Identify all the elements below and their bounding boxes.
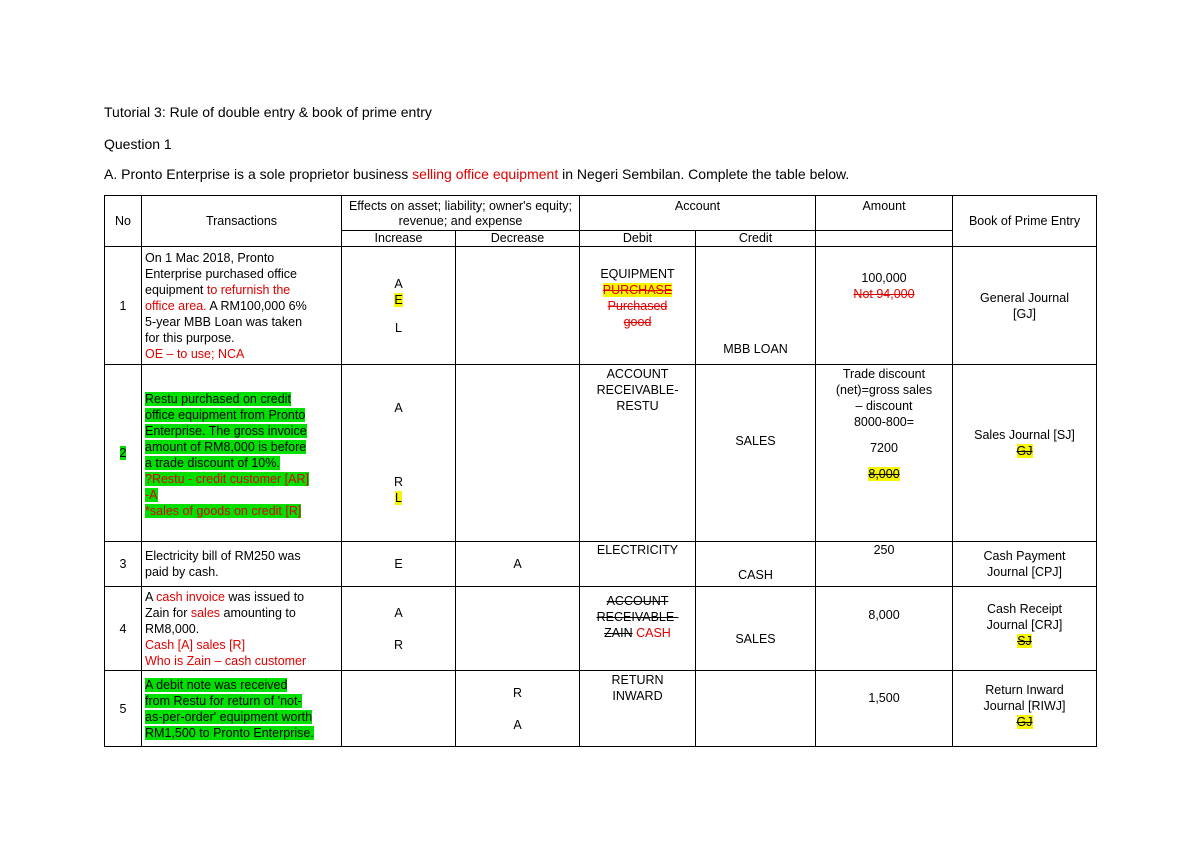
increase-value: R (393, 637, 404, 652)
decrease-cell (456, 365, 580, 542)
book-entry: General Journal (980, 290, 1069, 305)
row-number: 4 (105, 587, 142, 671)
table-row (105, 365, 1097, 542)
transaction-line: Restu purchased on credit (145, 392, 291, 406)
amount-cell (816, 247, 953, 365)
question-label: Question 1 (104, 136, 172, 152)
transaction-line (145, 605, 338, 621)
amount-note: Trade discount (842, 367, 926, 381)
transaction-note: sales (190, 605, 221, 620)
debit-cell (580, 247, 696, 365)
transaction-line: A debit note was received (145, 677, 288, 692)
increase-value: E (394, 292, 403, 307)
transaction-note: ?Restu - credit customer [AR] (145, 472, 309, 486)
transaction-text: A (145, 589, 157, 604)
credit-cell (696, 247, 816, 365)
book-entry: Return Inward (985, 682, 1064, 697)
book-entry: Journal [CRJ] (986, 617, 1063, 632)
transaction-text: Zain for (145, 605, 191, 620)
instruction-suffix: in Negeri Sembilan. Complete the table below. (558, 166, 850, 182)
transaction-note: to refurnish the (206, 282, 291, 297)
credit-cell: CASH (696, 542, 816, 587)
header-row (105, 196, 1097, 231)
amount-cell: 250 (816, 542, 953, 587)
row-number: 3 (105, 542, 142, 587)
book-cell (953, 542, 1097, 587)
book-struck: GJ (1016, 444, 1033, 458)
increase-value: A (394, 605, 403, 620)
transaction-note: -A (145, 488, 158, 502)
debit-account: RECEIVABLE- (596, 383, 679, 397)
header-account: Account (580, 196, 816, 231)
header-decrease: Decrease (456, 231, 580, 247)
amount-note: – discount (855, 399, 913, 413)
increase-value: A (394, 276, 403, 291)
page-title: Tutorial 3: Rule of double entry & book of prime entry (104, 104, 432, 120)
transaction-note: *sales of goods on credit [R] (145, 504, 302, 518)
amount-note: 8000-800= (853, 415, 915, 429)
instruction-highlight: selling office equipment (412, 166, 559, 182)
header-amount-blank (816, 231, 953, 247)
transaction-note: office area. (145, 298, 207, 313)
row-number: 1 (105, 247, 142, 365)
credit-cell: SALES (696, 587, 816, 671)
transaction-cell (142, 587, 342, 671)
debit-account: RETURN (611, 673, 664, 687)
increase-value: R (393, 475, 404, 489)
amount-cell: 1,500 (816, 671, 953, 747)
transaction-note: cash invoice (156, 589, 225, 604)
decrease-cell (456, 587, 580, 671)
header-transactions: Transactions (142, 196, 342, 247)
debit-cell: ELECTRICITY (580, 542, 696, 587)
debit-cell (580, 587, 696, 671)
book-cell (953, 587, 1097, 671)
increase-cell (342, 365, 456, 542)
row-number-highlight: 2 (119, 446, 127, 460)
book-cell (953, 247, 1097, 365)
increase-value: L (395, 320, 402, 335)
decrease-value: A (513, 717, 522, 732)
decrease-cell: A (456, 542, 580, 587)
header-credit: Credit (696, 231, 816, 247)
amount-struck: 8,000 (868, 467, 900, 481)
transaction-cell (142, 671, 342, 747)
header-effects: Effects on asset; liability; owner's equity; revenue; and expense (342, 196, 580, 231)
book-entry: Sales Journal [SJ] (974, 428, 1075, 442)
transaction-cell (142, 542, 342, 587)
debit-struck: Purchased (607, 298, 668, 313)
transaction-line: a trade discount of 10%. (145, 456, 280, 470)
transaction-line: Enterprise. The gross invoice (145, 424, 307, 438)
debit-account: RESTU (616, 399, 659, 413)
transaction-text: A RM100,000 6% (206, 298, 307, 313)
credit-account: SALES (735, 434, 776, 448)
header-no: No (105, 196, 142, 247)
transaction-line: from Restu for return of 'not- (145, 693, 302, 708)
transaction-line (145, 282, 338, 298)
header-debit: Debit (580, 231, 696, 247)
book-cell (953, 365, 1097, 542)
header-amount: Amount (816, 196, 953, 231)
table-row (105, 671, 1097, 747)
transaction-line: RM1,500 to Pronto Enterprise. (145, 725, 314, 740)
book-entry: Cash Payment (983, 549, 1066, 563)
transaction-line: amount of RM8,000 is before (145, 440, 307, 454)
row-number (105, 365, 142, 542)
amount-value: 100,000 (861, 270, 907, 285)
table-row (105, 587, 1097, 671)
book-entry: Journal [CPJ] (987, 565, 1063, 579)
debit-cell (580, 671, 696, 747)
debit-account: ACCOUNT (606, 367, 669, 381)
transaction-line: office equipment from Pronto (145, 408, 306, 422)
decrease-cell (456, 247, 580, 365)
increase-cell (342, 247, 456, 365)
transaction-note: OE – to use; NCA (145, 346, 245, 361)
book-struck: SJ (1017, 633, 1032, 648)
header-increase: Increase (342, 231, 456, 247)
debit-struck: PURCHASE (602, 282, 673, 297)
amount-value: 7200 (870, 441, 898, 455)
transaction-line: Electricity bill of RM250 was (145, 549, 301, 563)
debit-account: CASH (636, 625, 671, 640)
transaction-note: Cash [A] sales [R] (145, 637, 246, 652)
transaction-line: for this purpose. (145, 330, 235, 345)
amount-cell: 8,000 (816, 587, 953, 671)
transaction-note: Who is Zain – cash customer (145, 653, 307, 668)
debit-struck: ACCOUNT (606, 593, 669, 608)
increase-value: A (394, 401, 403, 415)
decrease-cell (456, 671, 580, 747)
transaction-line: RM8,000. (145, 621, 200, 636)
credit-cell (696, 365, 816, 542)
book-struck: GJ (1016, 714, 1033, 729)
transaction-text: amounting to (220, 605, 296, 620)
amount-cell (816, 365, 953, 542)
debit-account: INWARD (612, 689, 663, 703)
table-row (105, 247, 1097, 365)
debit-struck: RECEIVABLE- (596, 609, 679, 624)
increase-value: L (395, 491, 402, 505)
debit-struck: ZAIN (604, 625, 633, 640)
book-cell (953, 671, 1097, 747)
debit-account: EQUIPMENT (600, 266, 675, 281)
transaction-line: On 1 Mac 2018, Pronto (145, 250, 275, 265)
row-number: 5 (105, 671, 142, 747)
credit-cell (696, 671, 816, 747)
transaction-line (145, 589, 338, 605)
transactions-table (104, 195, 1097, 747)
transaction-line (145, 298, 338, 314)
increase-cell: E (342, 542, 456, 587)
debit-cell (580, 365, 696, 542)
transaction-cell (142, 365, 342, 542)
amount-note: (net)=gross sales (835, 383, 933, 397)
book-entry: Journal [RIWJ] (983, 698, 1066, 713)
amount-struck: Not 94,000 (853, 286, 915, 301)
transaction-text: equipment (145, 282, 207, 297)
table-row (105, 542, 1097, 587)
transaction-line: Enterprise purchased office (145, 266, 297, 281)
header-book: Book of Prime Entry (953, 196, 1097, 247)
increase-cell (342, 671, 456, 747)
instruction-prefix: A. Pronto Enterprise is a sole proprietor business (104, 166, 413, 182)
decrease-value: R (512, 685, 523, 700)
transaction-line: paid by cash. (145, 565, 219, 579)
credit-account: MBB LOAN (723, 342, 788, 356)
instruction-text (104, 166, 849, 182)
book-entry: [GJ] (1013, 306, 1036, 321)
transaction-text: was issued to (224, 589, 305, 604)
increase-cell (342, 587, 456, 671)
transaction-line: as-per-order' equipment worth (145, 709, 313, 724)
debit-struck: good (623, 314, 652, 329)
book-entry: Cash Receipt (986, 601, 1063, 616)
transaction-line: 5-year MBB Loan was taken (145, 314, 303, 329)
transaction-cell (142, 247, 342, 365)
